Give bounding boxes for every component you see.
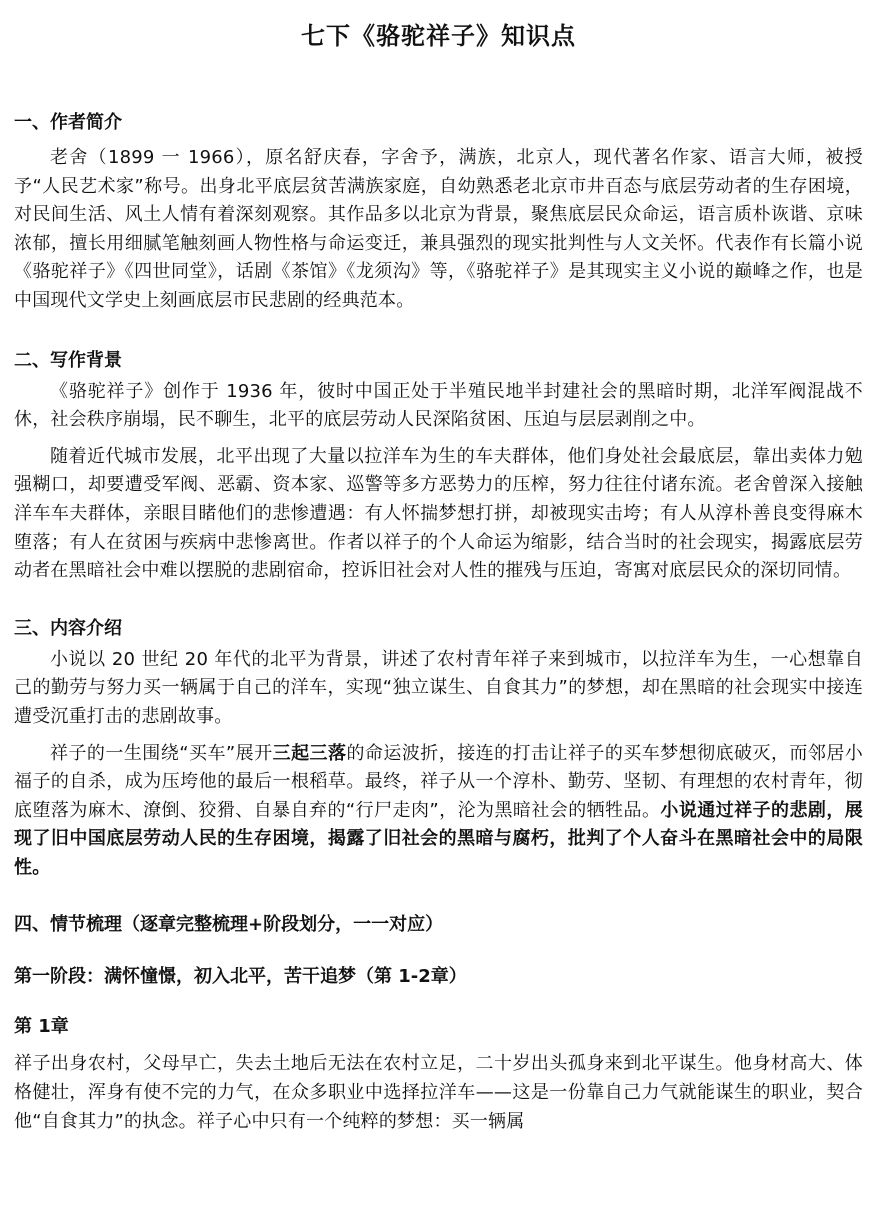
bold-text-run: 三起三落 <box>272 742 347 764</box>
paragraph-background-2: 随着近代城市发展，北平出现了大量以拉洋车为生的车夫群体，他们身处社会最底层，靠出卖体力勉强糊口，却要遭受军阀、恶霸、资本家、巡警等多方恶势力的压榨，努力往往付诸东流。老舍曾深入接触洋车车夫群体，亲眼目睹他们的悲惨遭遇：有人怀揣梦想打拼，却被现实击垮；有人从淳朴善良变得麻木堕落；有人在贫困与疾病中悲惨离世。作者以祥子的个人命运为缩影，结合当时的社会现实，揭露底层劳动者在黑暗社会中难以摆脱的悲剧宿命，控诉旧社会对人性的摧残与压迫，寄寓对底层民众的深切同情。 <box>14 445 863 582</box>
section-heading-background: 二、写作背景 <box>14 349 122 371</box>
stage-heading: 第一阶段：满怀憧憬，初入北平，苦干追梦（第 1-2章） <box>14 966 467 988</box>
section-heading-plot: 四、情节梳理（逐章完整梳理+阶段划分，一一对应） <box>14 914 444 936</box>
paragraph-background-1: 《骆驼祥子》创作于 1936 年，彼时中国正处于半殖民地半封建社会的黑暗时期，北洋军阀混战不休，社会秩序崩塌，民不聊生，北平的底层劳动人民深陷贫困、压迫与层层剥削之中。 <box>14 380 863 431</box>
section-heading-content: 三、内容介绍 <box>14 617 122 639</box>
bold-text-run: 小说通过祥子的悲剧，展现了旧中国底层劳动人民的生存困境，揭露了旧社会的黑暗与腐朽，批判了个人奋斗在黑暗社会中的局限性。 <box>14 799 863 878</box>
section-heading-author: 一、作者简介 <box>14 112 122 133</box>
page-title: 七下《骆驼祥子》知识点 <box>301 22 576 50</box>
paragraph-chapter-1: 祥子出身农村，父母早亡，失去土地后无法在农村立足，二十岁出头孤身来到北平谋生。他身材高大、体格健壮，浑身有使不完的力气，在众多职业中选择拉洋车——这是一份靠自己力气就能谋生的职业，契合他“自食其力”的执念。祥子心中只有一个纯粹的梦想：买一辆属 <box>14 1053 863 1132</box>
paragraph-content-1: 小说以 20 世纪 20 年代的北平为背景，讲述了农村青年祥子来到城市，以拉洋车为生，一心想靠自己的勤劳与努力买一辆属于自己的洋车，实现“独立谋生、自食其力”的梦想，却在黑暗的社会现实中接连遭受沉重打击的悲剧故事。 <box>14 648 863 727</box>
chapter-heading: 第 1章 <box>14 1016 69 1038</box>
text-run: 的命运波折，接连的打击让祥子的买车梦想彻底破灭，而邻居小福子的自杀，成为压垮他的最后一根稻草。最终，祥子从一个淳朴、勤劳、坚韧、有理想的农村青年，彻底堕落为麻木、潦倒、狡猾、自暴自弃的“行尸走肉”，沦为黑暗社会的牺牲品。 <box>14 742 864 821</box>
paragraph-author: 老舍（1899 一 1966），原名舒庆春，字舍予，满族，北京人，现代著名作家、语言大师，被授予“人民艺术家”称号。出身北平底层贫苦满族家庭，自幼熟悉老北京市井百态与底层劳动者的生存困境，对民间生活、风土人情有着深刻观察。其作品多以北京为背景，聚焦底层民众命运，语言质朴诙谐、京味浓郁，擅长用细腻笔触刻画人物性格与命运变迁，兼具强烈的现实批判性与人文关怀。代表作有长篇小说《骆驼祥子》《四世同堂》，话剧《茶馆》《龙须沟》等，《骆驼祥子》是其现实主义小说的巅峰之作，也是中国现代文学史上刻画底层市民悲剧的经典范本。 <box>14 147 863 311</box>
paragraph-content-2 <box>14 740 863 883</box>
text-run: 祥子的一生围绕“买车”展开 <box>50 742 273 764</box>
